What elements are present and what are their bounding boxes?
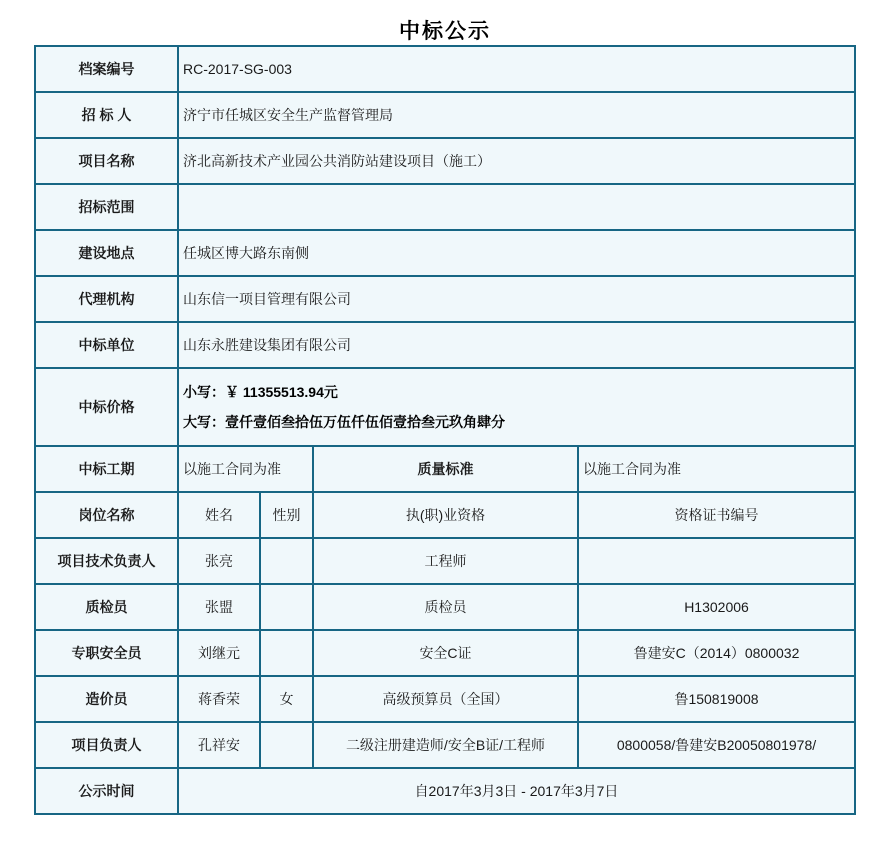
bid-announcement-table bbox=[34, 45, 856, 815]
field-label: 中标单位 bbox=[35, 322, 178, 368]
staff-cert-no: 鲁150819008 bbox=[578, 676, 855, 722]
staff-header-gender: 性别 bbox=[260, 492, 313, 538]
table-row-winning-bidder bbox=[35, 322, 855, 368]
field-label: 代理机构 bbox=[35, 276, 178, 322]
staff-qualification: 质检员 bbox=[313, 584, 578, 630]
staff-gender: 女 bbox=[260, 676, 313, 722]
table-row-bid-price bbox=[35, 368, 855, 446]
staff-name: 刘继元 bbox=[178, 630, 260, 676]
table-row-location bbox=[35, 230, 855, 276]
bid-price-cell bbox=[178, 368, 855, 446]
staff-cert-no: 0800058/鲁建安B20050801978/ bbox=[578, 722, 855, 768]
table-row-staff-header bbox=[35, 492, 855, 538]
staff-qualification: 二级注册建造师/安全B证/工程师 bbox=[313, 722, 578, 768]
table-row-quality-inspector bbox=[35, 584, 855, 630]
staff-position: 专职安全员 bbox=[35, 630, 178, 676]
field-label: 中标价格 bbox=[35, 368, 178, 446]
staff-name: 张盟 bbox=[178, 584, 260, 630]
table-row-tender-scope bbox=[35, 184, 855, 230]
staff-cert-no: H1302006 bbox=[578, 584, 855, 630]
staff-name: 孔祥安 bbox=[178, 722, 260, 768]
staff-qualification: 高级预算员（全国） bbox=[313, 676, 578, 722]
table-row-tech-director bbox=[35, 538, 855, 584]
staff-gender bbox=[260, 538, 313, 584]
publicity-period-value: 自2017年3月3日 - 2017年3月7日 bbox=[178, 768, 855, 814]
staff-name: 张亮 bbox=[178, 538, 260, 584]
table-row-project-name bbox=[35, 138, 855, 184]
field-value: 山东永胜建设集团有限公司 bbox=[178, 322, 855, 368]
table-row-archive-no bbox=[35, 46, 855, 92]
table-row-tenderer bbox=[35, 92, 855, 138]
table-row-project-manager bbox=[35, 722, 855, 768]
field-value: RC-2017-SG-003 bbox=[178, 46, 855, 92]
table-row-agency bbox=[35, 276, 855, 322]
field-label: 建设地点 bbox=[35, 230, 178, 276]
staff-gender bbox=[260, 630, 313, 676]
staff-gender bbox=[260, 722, 313, 768]
staff-cert-no bbox=[578, 538, 855, 584]
staff-position: 造价员 bbox=[35, 676, 178, 722]
field-label: 招 标 人 bbox=[35, 92, 178, 138]
table-row-safety-officer bbox=[35, 630, 855, 676]
staff-gender bbox=[260, 584, 313, 630]
field-value: 山东信一项目管理有限公司 bbox=[178, 276, 855, 322]
quality-label: 质量标准 bbox=[313, 446, 578, 492]
staff-position: 项目技术负责人 bbox=[35, 538, 178, 584]
staff-qualification: 安全C证 bbox=[313, 630, 578, 676]
quality-value: 以施工合同为准 bbox=[578, 446, 855, 492]
price-in-words: 大写：壹仟壹佰叁拾伍万伍仟伍佰壹拾叁元玖角肆分 bbox=[183, 414, 505, 430]
field-label: 中标工期 bbox=[35, 446, 178, 492]
staff-cert-no: 鲁建安C（2014）0800032 bbox=[578, 630, 855, 676]
field-label: 公示时间 bbox=[35, 768, 178, 814]
staff-header-cert-no: 资格证书编号 bbox=[578, 492, 855, 538]
field-label: 招标范围 bbox=[35, 184, 178, 230]
duration-value: 以施工合同为准 bbox=[178, 446, 313, 492]
price-numeric: 小写：￥ 11355513.94元 bbox=[183, 384, 338, 400]
field-label: 项目名称 bbox=[35, 138, 178, 184]
field-value: 济北高新技术产业园公共消防站建设项目（施工） bbox=[178, 138, 855, 184]
staff-position: 质检员 bbox=[35, 584, 178, 630]
field-label: 档案编号 bbox=[35, 46, 178, 92]
table-row-cost-estimator bbox=[35, 676, 855, 722]
staff-position: 项目负责人 bbox=[35, 722, 178, 768]
staff-header-position: 岗位名称 bbox=[35, 492, 178, 538]
page-title: 中标公示 bbox=[399, 19, 491, 43]
staff-qualification: 工程师 bbox=[313, 538, 578, 584]
field-value bbox=[178, 184, 855, 230]
staff-header-qualification: 执(职)业资格 bbox=[313, 492, 578, 538]
staff-name: 蒋香荣 bbox=[178, 676, 260, 722]
field-value: 任城区博大路东南侧 bbox=[178, 230, 855, 276]
staff-header-name: 姓名 bbox=[178, 492, 260, 538]
table-row-duration-quality bbox=[35, 446, 855, 492]
field-value: 济宁市任城区安全生产监督管理局 bbox=[178, 92, 855, 138]
table-row-publicity-period bbox=[35, 768, 855, 814]
